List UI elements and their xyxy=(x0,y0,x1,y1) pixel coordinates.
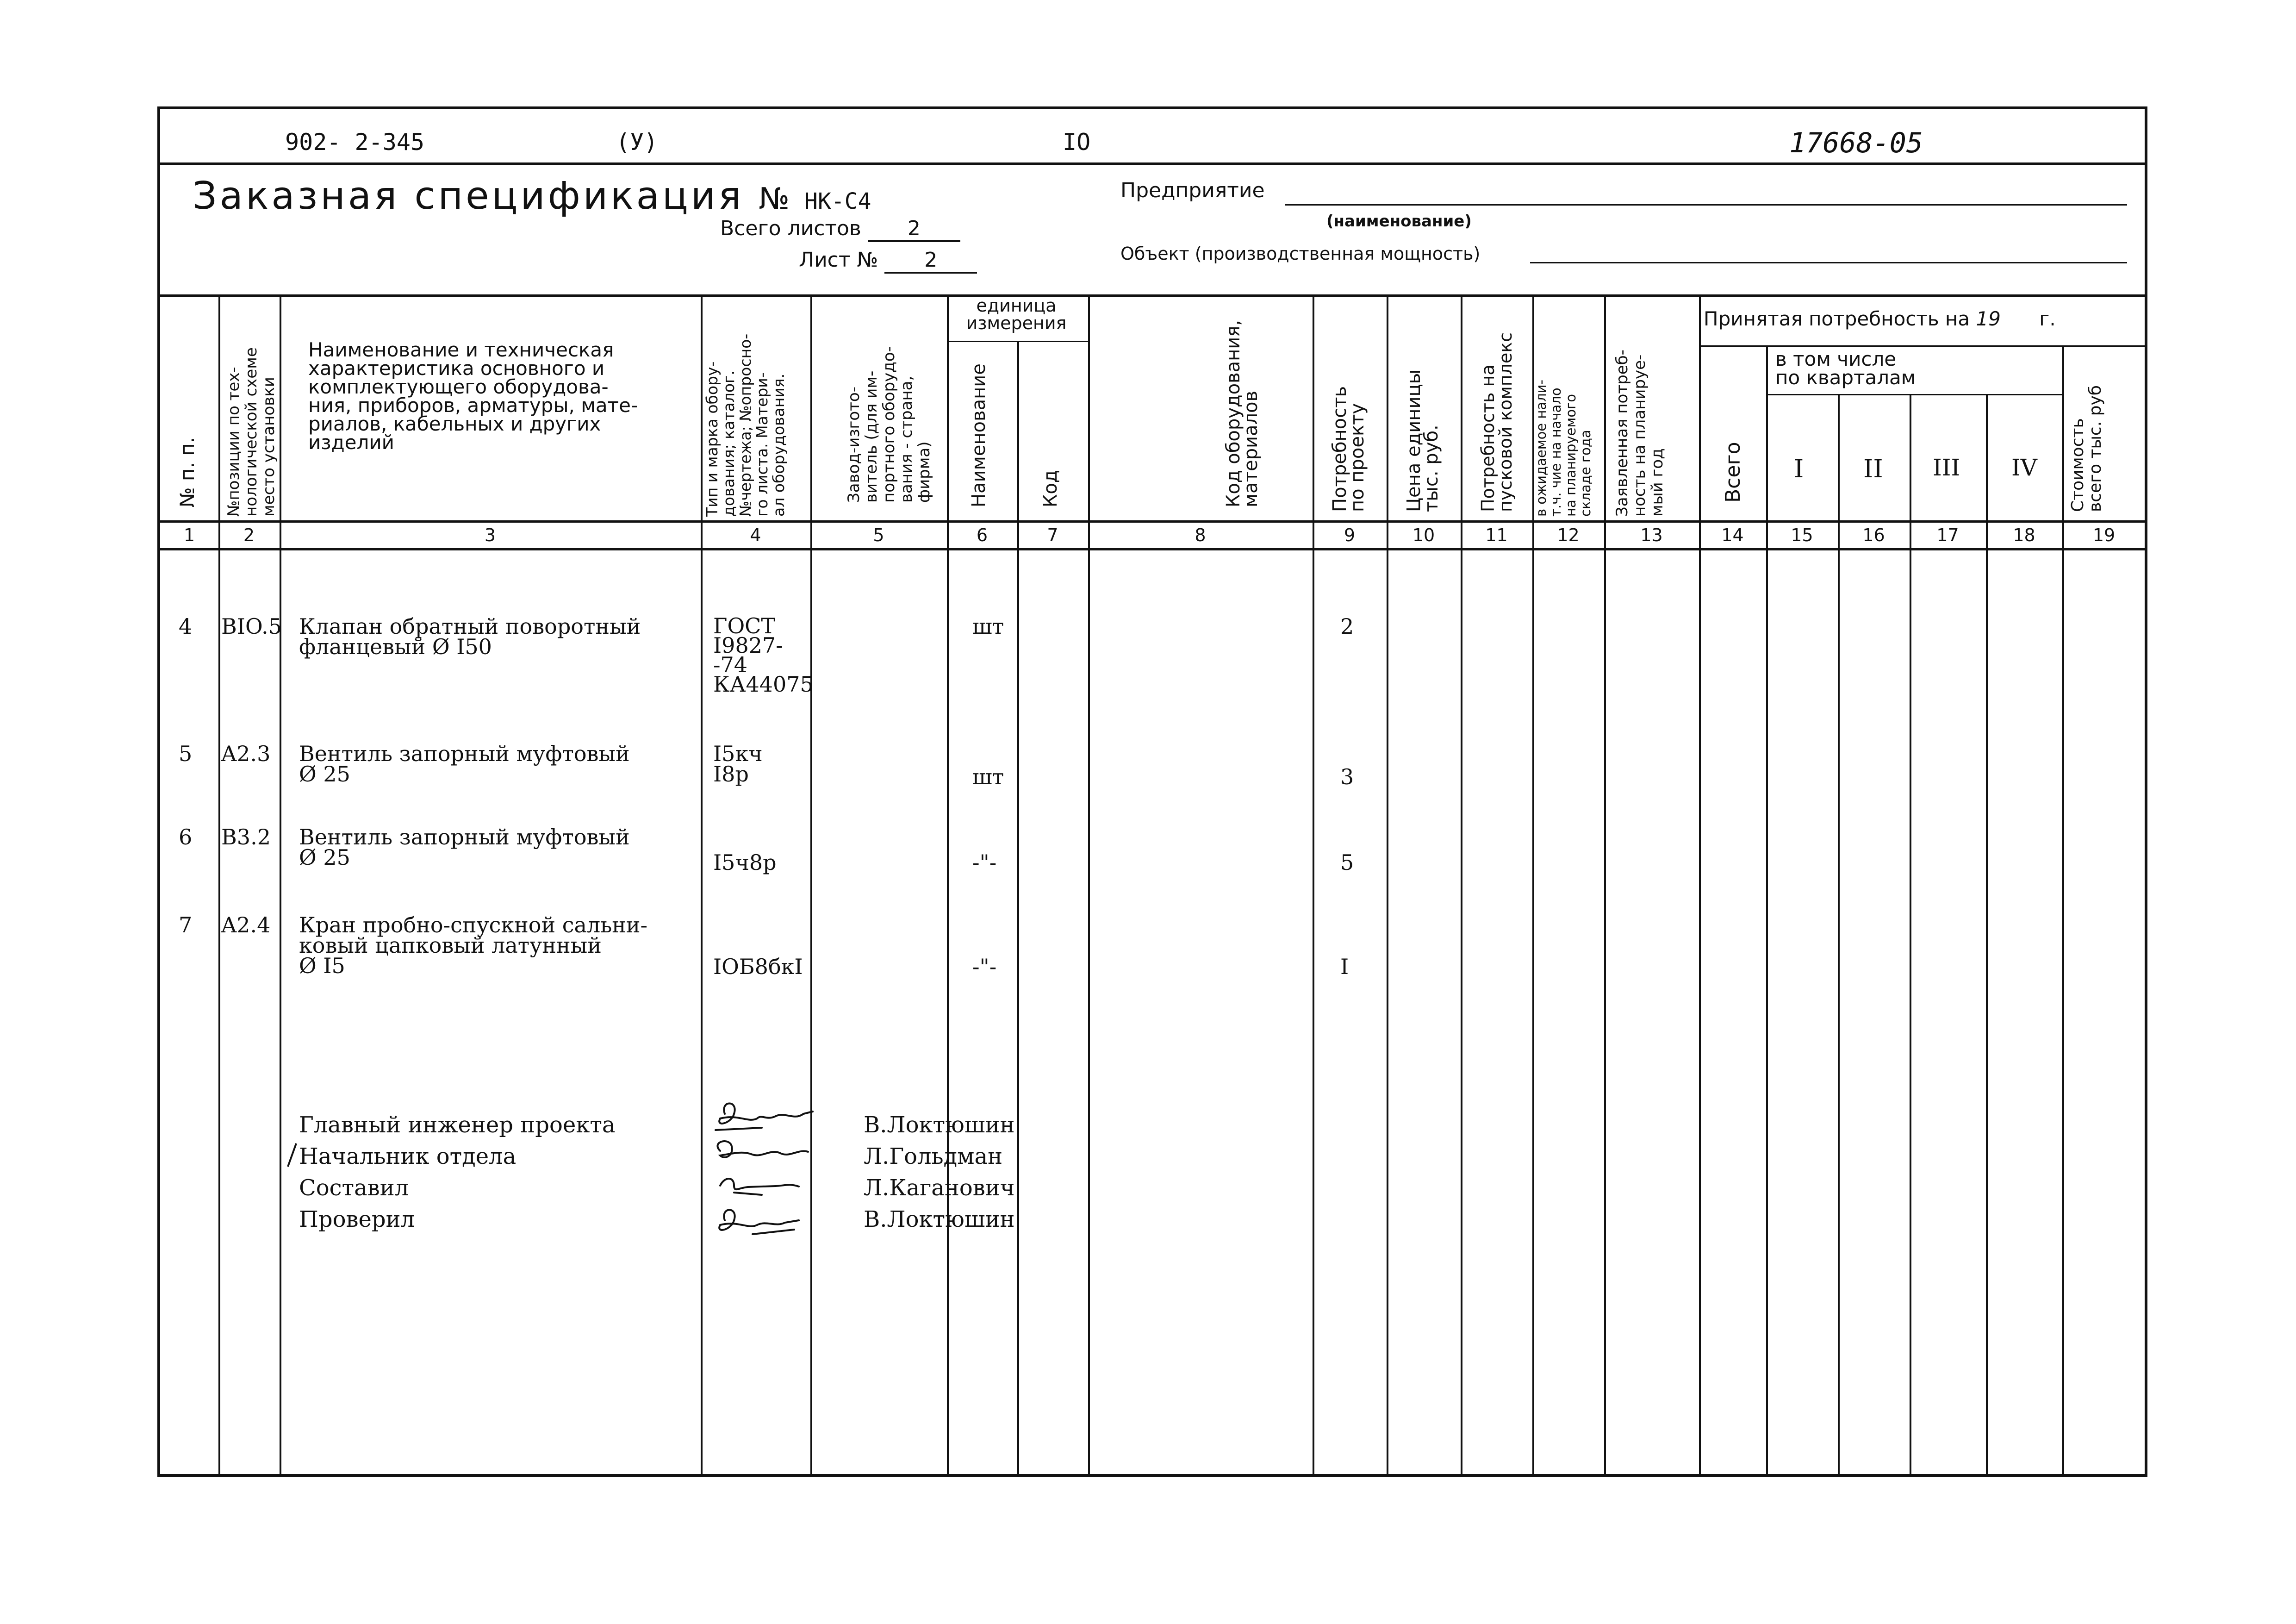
col-line-12 xyxy=(1604,294,1606,1477)
colnum-1: 1 xyxy=(183,525,195,545)
colnum-7: 7 xyxy=(1047,525,1058,545)
object-line xyxy=(1530,262,2127,263)
col-line-4 xyxy=(810,294,812,1477)
inventory-number: 17668-05 xyxy=(1789,127,1923,159)
tick-mark xyxy=(285,1142,299,1169)
row-position: BIO.5 xyxy=(221,614,282,639)
specification-sheet xyxy=(157,106,2147,1477)
header-c12: в ожидаемое нали- т.ч. чие на начало на планируемого складе года xyxy=(1533,380,1593,517)
row-position: A2.3 xyxy=(221,741,271,766)
colnum-18: 18 xyxy=(2013,525,2035,545)
row-unit: шт xyxy=(972,764,1004,789)
total-sheets: Всего листов 2 xyxy=(720,217,960,242)
row-type: IOБ8бкI xyxy=(713,954,803,979)
colnum-12: 12 xyxy=(1557,525,1580,545)
header-c8: Код оборудования, материалов xyxy=(1223,319,1262,507)
row-name: Кран пробно-спускной сальни- ковый цапковый латунный Ø I5 xyxy=(299,912,648,978)
signature-name: В.Локтюшин xyxy=(864,1112,1015,1138)
header-c14: Всего xyxy=(1721,442,1745,503)
header-c15: I xyxy=(1794,454,1804,483)
row-unit: -"- xyxy=(972,954,997,979)
col-line-2 xyxy=(280,294,281,1477)
col-line-8 xyxy=(1313,294,1314,1477)
col-line-17 xyxy=(1986,394,1988,1477)
colnum-14: 14 xyxy=(1721,525,1744,545)
colnum-4: 4 xyxy=(750,525,761,545)
quarters-line xyxy=(1766,394,2062,395)
top-strip-divider xyxy=(160,162,2146,165)
header-c5: Завод-изгото- витель (для им- портного оборудо- вания - страна, фирма) xyxy=(845,346,933,503)
colnum-17: 17 xyxy=(1936,525,1959,545)
colnum-8: 8 xyxy=(1195,525,1206,545)
col-line-15 xyxy=(1838,394,1840,1477)
row-name: Вентиль запорный муфтовый Ø 25 xyxy=(299,741,630,787)
header-c2: №позиции по тех- нологической схеме место установки xyxy=(224,347,278,517)
header-c9: Потребность по проекту xyxy=(1329,386,1368,512)
colnum-19: 19 xyxy=(2092,525,2116,545)
signature-name: Л.Каганович xyxy=(864,1175,1015,1201)
doc-variant: (У) xyxy=(616,129,658,156)
row-type: I5ч8р xyxy=(713,850,777,875)
colnum-6: 6 xyxy=(976,525,988,545)
row-type: ГОСТ I9827- -74 КА44075 xyxy=(713,613,814,697)
header-c13: Заявленная потреб- ность на планируе- мый год xyxy=(1613,350,1667,517)
col-line-16 xyxy=(1910,394,1911,1477)
signature-role: Проверил xyxy=(299,1206,415,1232)
signature-role: Составил xyxy=(299,1175,409,1201)
header-c4: Тип и марка обору- дования; каталог. №чертежа; №опросно- го листа. Матери- ал оборудования. xyxy=(703,333,788,517)
row-name: Вентиль запорный муфтовый Ø 25 xyxy=(299,824,630,870)
object-label: Объект (производственная мощность) xyxy=(1120,244,1481,264)
row-qty: 3 xyxy=(1340,764,1354,789)
header-c3: Наименование и техническая характеристика основного и комплектующего оборудова- ния, приборов, арматуры, мате- риалов, кабельных и других изделий xyxy=(308,338,638,454)
col-line-18 xyxy=(2062,345,2064,1477)
header-c10: Цена единицы тыс. руб. xyxy=(1403,369,1442,512)
signature-name: В.Локтюшин xyxy=(864,1206,1015,1232)
colnum-3: 3 xyxy=(484,525,496,545)
row-number: 7 xyxy=(179,912,193,937)
signature-roles xyxy=(299,1109,615,1235)
col-line-13 xyxy=(1699,294,1701,1477)
row-qty: 2 xyxy=(1340,614,1354,639)
colnum-5: 5 xyxy=(873,525,884,545)
signature-role: Главный инженер проекта xyxy=(299,1112,616,1138)
row-type: I5кч I8р xyxy=(713,741,763,787)
colnum-2: 2 xyxy=(243,525,255,545)
col-line-5 xyxy=(947,294,949,1477)
enterprise-line xyxy=(1285,204,2127,206)
header-quarters-group: в том числе по кварталам xyxy=(1775,348,1916,389)
signature-role: Начальник отдела xyxy=(299,1143,516,1169)
header-c1: № п. п. xyxy=(176,437,199,507)
header-unit-group: единица измерения xyxy=(966,295,1067,333)
column-numbers-border xyxy=(160,548,2146,550)
enterprise-label: Предприятие xyxy=(1120,179,1265,202)
header-bottom-border xyxy=(160,520,2146,523)
colnum-9: 9 xyxy=(1344,525,1356,545)
colnum-11: 11 xyxy=(1485,525,1508,545)
colnum-13: 13 xyxy=(1640,525,1663,545)
colnum-16: 16 xyxy=(1862,525,1885,545)
header-c11: Потребность на пусковой комплекс xyxy=(1478,332,1516,512)
row-number: 6 xyxy=(179,824,193,849)
header-c17: III xyxy=(1933,454,1960,481)
row-position: A2.4 xyxy=(221,912,271,937)
spec-title: Заказная спецификация № НК-С4 xyxy=(193,174,871,218)
col-line-3 xyxy=(701,294,703,1477)
page-number: IO xyxy=(1063,129,1091,156)
row-position: B3.2 xyxy=(221,824,271,849)
enterprise-hint: (наименование) xyxy=(1326,212,1472,231)
sheet-number: Лист № 2 xyxy=(799,248,977,274)
signature-name: Л.Гольдман xyxy=(864,1143,1003,1169)
spec-number: НК-С4 xyxy=(804,188,871,214)
handwritten-signatures xyxy=(706,1095,864,1243)
colnum-10: 10 xyxy=(1412,525,1435,545)
header-top-border xyxy=(160,294,2146,297)
header-c18: IV xyxy=(2011,454,2037,481)
row-number: 5 xyxy=(179,741,193,766)
row-unit: шт xyxy=(972,614,1004,639)
colnum-15: 15 xyxy=(1791,525,1813,545)
header-c16: II xyxy=(1863,454,1883,483)
col-line-6 xyxy=(1017,341,1019,1477)
header-c7: Код xyxy=(1040,470,1061,507)
row-name: Клапан обратный поворотный фланцевый Ø I50 xyxy=(299,614,641,659)
signature-names xyxy=(864,1109,1014,1235)
header-c6: Наименование xyxy=(968,363,989,507)
col-line-9 xyxy=(1387,294,1388,1477)
header-accepted: Принятая потребность на 19 г. xyxy=(1704,307,2056,330)
row-qty: 5 xyxy=(1340,850,1354,875)
col-line-10 xyxy=(1461,294,1462,1477)
col-line-7 xyxy=(1088,294,1090,1477)
col-line-14 xyxy=(1766,345,1768,1477)
row-unit: -"- xyxy=(972,850,997,875)
row-qty: I xyxy=(1340,954,1349,979)
col-line-1 xyxy=(218,294,220,1477)
doc-code: 902- 2-345 xyxy=(285,129,425,156)
row-number: 4 xyxy=(179,614,193,639)
header-c19: Стоимость всего тыс. руб xyxy=(2068,385,2105,512)
